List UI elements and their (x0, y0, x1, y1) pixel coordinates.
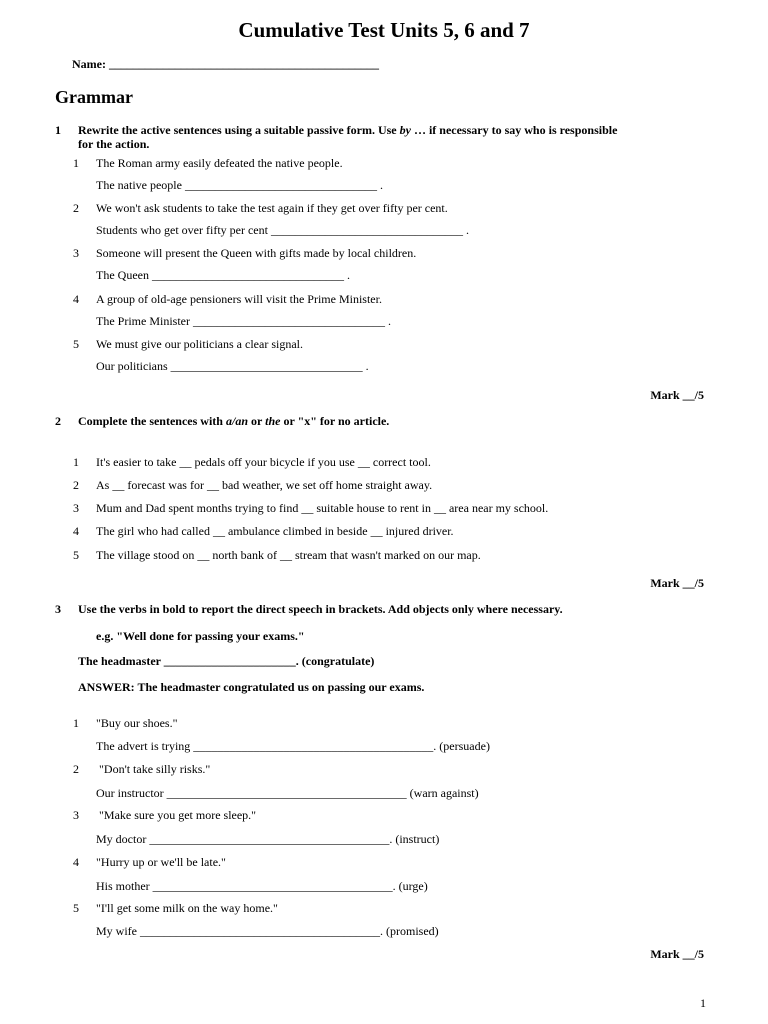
exercise-3-mark: Mark __/5 (650, 947, 704, 961)
ex3-item-quote: "Buy our shoes." (96, 716, 178, 730)
example-answer: ANSWER: The headmaster congratulated us on passing our exams. (78, 680, 425, 694)
ex1-item-number: 5 (73, 337, 79, 351)
ex1-item-prompt: Someone will present the Queen with gifts made by local children. (96, 246, 417, 260)
ex2-item-number: 3 (73, 501, 79, 515)
ex1-item-answer-line[interactable]: The Queen ________________________________ . (96, 268, 350, 282)
ex3-item-number: 2 (73, 762, 79, 776)
ex3-item-quote: "Don't take silly risks." (96, 762, 211, 776)
ex3-item-quote: "Hurry up or we'll be late." (96, 855, 226, 869)
ex2-item-text: The girl who had called __ ambulance climbed in beside __ injured driver. (96, 524, 454, 538)
exercise-1-instructions-cont: for the action. (78, 137, 150, 151)
example-quote: e.g. "Well done for passing your exams." (96, 629, 305, 643)
section-heading-grammar: Grammar (55, 87, 133, 107)
ex2-item-number: 1 (73, 455, 79, 469)
ex3-item-answer-line[interactable]: My doctor ________________________________________. (instruct) (96, 832, 440, 846)
page-title: Cumulative Test Units 5, 6 and 7 (238, 18, 530, 42)
ex1-item-number: 1 (73, 156, 79, 170)
ex3-item-number: 3 (73, 808, 79, 822)
ex2-item-text: As __ forecast was for __ bad weather, we set off home straight away. (96, 478, 433, 492)
ex3-item-number: 4 (73, 855, 79, 869)
ex1-item-number: 3 (73, 246, 79, 260)
ex2-item-text: Mum and Dad spent months trying to find __ suitable house to rent in __ area near my school. (96, 501, 549, 515)
ex1-item-answer-line[interactable]: Students who get over fifty per cent ________________________________ . (96, 223, 469, 237)
ex1-item-prompt: The Roman army easily defeated the native people. (96, 156, 343, 170)
name-field[interactable]: Name: _____________________________________________ (72, 57, 379, 71)
ex1-item-number: 2 (73, 201, 79, 215)
ex2-item-number: 2 (73, 478, 79, 492)
ex1-item-number: 4 (73, 292, 79, 306)
ex1-item-answer-line[interactable]: The Prime Minister ________________________________ . (96, 314, 391, 328)
ex1-item-answer-line[interactable]: The native people ________________________________ . (96, 178, 383, 192)
exercise-3-instructions: Use the verbs in bold to report the direct speech in brackets. Add objects only where necessary. (78, 602, 563, 616)
exercise-3-number: 3 (55, 602, 61, 616)
exercise-2-instructions: Complete the sentences with a/an or the or "x" for no article. (78, 414, 390, 428)
exercise-1-mark: Mark __/5 (650, 388, 704, 402)
exercise-1-instructions: Rewrite the active sentences using a suitable passive form. Use by … if necessary to say who is responsible (78, 123, 618, 137)
ex1-item-prompt: A group of old-age pensioners will visit the Prime Minister. (96, 292, 382, 306)
ex3-item-answer-line[interactable]: His mother ________________________________________. (urge) (96, 879, 428, 893)
page-number: 1 (700, 996, 706, 1010)
ex3-item-quote: "I'll get some milk on the way home." (96, 901, 278, 915)
ex3-item-answer-line[interactable]: The advert is trying ________________________________________. (persuade) (96, 739, 490, 753)
ex1-item-prompt: We won't ask students to take the test again if they get over fifty per cent. (96, 201, 448, 215)
ex3-item-answer-line[interactable]: My wife ________________________________________. (promised) (96, 924, 439, 938)
ex2-item-number: 5 (73, 548, 79, 562)
ex3-item-quote: "Make sure you get more sleep." (96, 808, 257, 822)
exercise-1-number: 1 (55, 123, 61, 137)
ex3-item-number: 5 (73, 901, 79, 915)
exercise-2-number: 2 (55, 414, 61, 428)
ex3-item-answer-line[interactable]: Our instructor ________________________________________ (warn against) (96, 786, 479, 800)
ex2-item-number: 4 (73, 524, 79, 538)
ex2-item-text: It's easier to take __ pedals off your bicycle if you use __ correct tool. (96, 455, 431, 469)
exercise-2-mark: Mark __/5 (650, 576, 704, 590)
example-line: The headmaster ______________________. (congratulate) (78, 654, 375, 668)
ex1-item-prompt: We must give our politicians a clear signal. (96, 337, 303, 351)
ex2-item-text: The village stood on __ north bank of __ stream that wasn't marked on our map. (96, 548, 481, 562)
ex1-item-answer-line[interactable]: Our politicians ________________________________ . (96, 359, 369, 373)
ex3-item-number: 1 (73, 716, 79, 730)
